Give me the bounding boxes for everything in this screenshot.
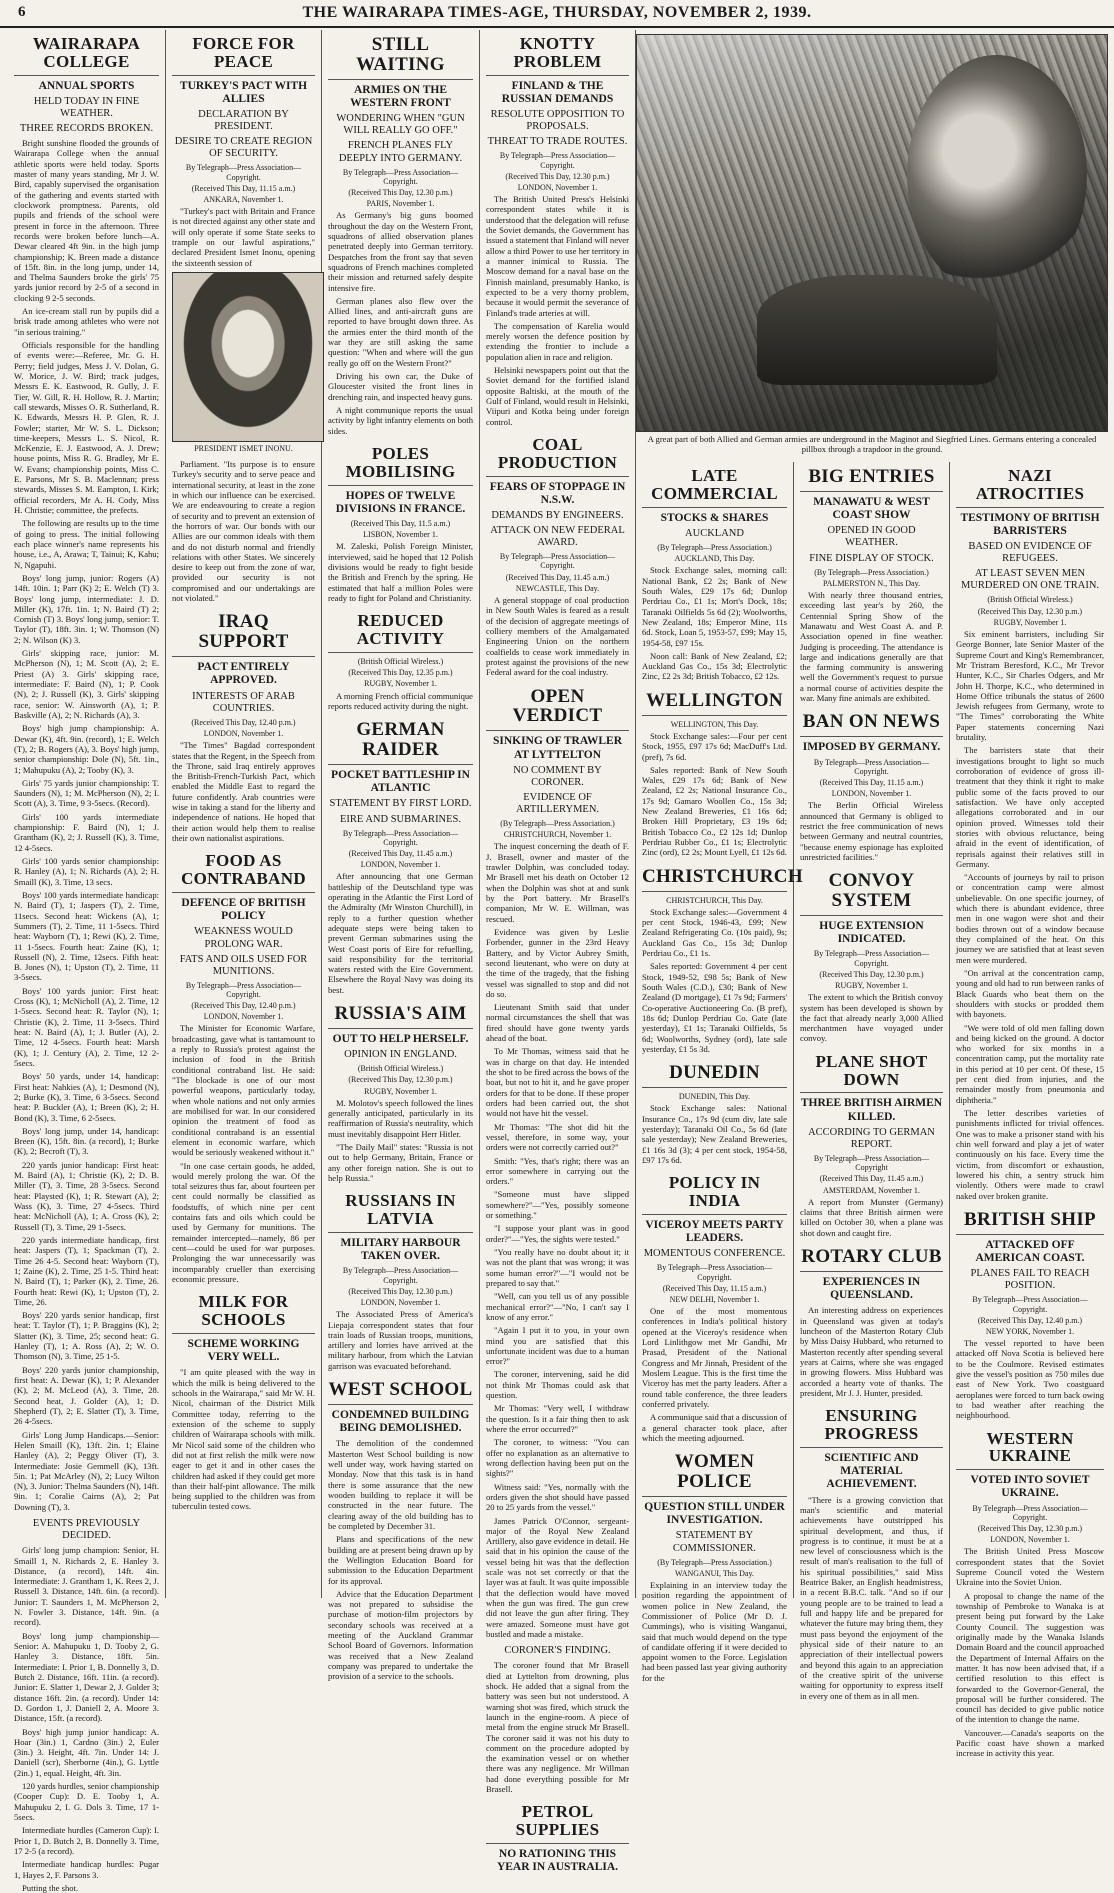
- article-headline: BIG ENTRIES: [800, 464, 943, 492]
- article-headline: STILL WAITING: [328, 32, 473, 80]
- article-dateline: PARIS, November 1.: [366, 199, 435, 209]
- article-subheading: POCKET BATTLESHIP IN ATLANTIC: [331, 769, 470, 795]
- article-paragraph: Advice that the Education Department was not prepared to subsidise the purchase of motion-film projectors by secondary schools was received at a meeting of the Auckland Grammar School Board of Governors. Information was received that a New Zealand company was prepared to undertake the provision of a service to the schools.: [328, 1588, 473, 1682]
- article-paragraph: 220 yards junior handicap: First heat: M. Baird (A), 1; Christie (K), 2; D. B. Miller (T), 3. Time, 28 3-5secs. Second heat: Playsted (K), 1; R. Stewart (A), 2; Wass (K), 3. Time, 27 4-5secs. Third heat: McNicholl (A), 1; A. Cross (K), 2; Russell (T), 3. Time, 29 1-5secs.: [14, 1159, 159, 1232]
- article-paragraph: "Well, can you tell us of any possible mechanical error?"—"No, I can't say I know of any error.": [486, 1291, 629, 1322]
- article-dateline: AUCKLAND, This Day.: [674, 554, 755, 564]
- article-paragraph: A morning French official communique reports reduced activity during the night.: [328, 690, 473, 711]
- article-subheading: HUGE EXTENSION INDICATED.: [819, 920, 924, 946]
- article-headline: COAL PRODUCTION: [486, 433, 629, 477]
- article-paragraph: A night communique reports the usual activity by light infantry elements on both sides.: [328, 404, 473, 436]
- page-number: 6: [18, 4, 26, 20]
- article-dateline: By Telegraph—Press Association—Copyright.: [813, 949, 930, 968]
- article-subheading: THREE BRITISH AIRMEN KILLED.: [800, 1097, 943, 1123]
- article: [800, 868, 943, 1044]
- article-dateline: RUGBY, November 1.: [835, 981, 908, 991]
- article-paragraph: Intermediate hurdles (Cameron Cup): I. Prior 1, D. Butch 2, B. Donnelly 3. Time, 17 2-5 (a record).: [14, 1825, 159, 1856]
- article-subheading: THREAT TO TRADE ROUTES.: [487, 136, 628, 148]
- article-dateline: (Received This Day, 11.15 a.m.): [191, 183, 296, 193]
- article-dateline: LONDON, November 1.: [203, 729, 284, 738]
- article: [800, 1244, 943, 1398]
- article-paragraph: Girls' 100 yards senior championship: R. Hanley (A), 1; N. Richards (A), 2; H. Smaill (K), 3. Time, 13 secs.: [14, 856, 159, 887]
- article-headline: RUSSIANS IN LATVIA: [328, 1189, 473, 1233]
- article-subheading: ANNUAL SPORTS: [38, 79, 135, 92]
- article-paragraph: A report from Munster (Germany) claims that three British airmen were killed on October 30, when a plane was shot down and caught fire.: [800, 1196, 943, 1238]
- article-paragraph: Sales reported: Bank of New South Wales, £29 17s 6d; Bank of New Zealand, £2 2s; National Insurance Co., 17s 9d; Gamaro Woollen Co., 15s 3d; New Zealand Breweries, £1 16s 6d; Broken Hill Proprietary, £3 19s 6d; British Tobacco Co., £2 12s 1d; Dunlop Perdriau Rubber Co., £1 1s; Electrolytic Zinc (ord), £2 2s; Mount Lyell, £1 12s 6d.: [642, 764, 787, 858]
- article-paragraph: An interesting address on experiences in Queensland was given at today's luncheon of the Masterton Rotary Club by Miss Daisy Hubbard, who returned to Masterton recently after spending several years at Cairns, where she was engaged in growing flowers. Miss Hubbard was accorded a hearty vote of thanks. The president, Mr J. J. Hunter, presided.: [800, 1305, 943, 1398]
- article-dateline: LONDON, November 1.: [517, 182, 598, 192]
- article-dateline: RUGBY, November 1.: [993, 617, 1067, 627]
- article-subheading: HELD TODAY IN FINE WEATHER.: [33, 95, 140, 119]
- article-dateline: WELLINGTON, This Day.: [670, 719, 759, 729]
- article-paragraph: Evidence was given by Leslie Forbender, gunner in the 23rd Heavy Battery, and by Victor Aubrey Smith, second lieutenant, who were on duty at the time of the tragedy, that the fishing vessel was signalled to stop and did not do so.: [486, 926, 629, 999]
- article-paragraph: Mr Thomas: "The shot did hit the vessel, therefore, in some way, your orders were not correctly carried out?": [486, 1121, 629, 1153]
- article-paragraph: Boys' 220 yards senior handicap, first heat: T. Taylor (T), 1; P. Braggins (K), 2; Slatter (K), 3. Time, 25; second heat: G. Hanley (T), 1; A. Ross (A), 2; W. O. Thomson (N), 3. Time, 25 1-5.: [14, 1310, 159, 1362]
- article: [486, 32, 629, 427]
- newspaper-title: THE WAIRARAPA TIMES-AGE, THURSDAY, NOVEMBER 2, 1939.: [302, 4, 812, 21]
- article: [956, 1207, 1104, 1421]
- article-paragraph: The extent to which the British convoy system has been developed is shown by the fact that already nearly 3,000 Allied merchantmen have voyaged under convoy.: [800, 992, 943, 1044]
- article-subheading: AUCKLAND: [685, 527, 744, 539]
- article-paragraph: After announcing that one German battleship of the Deutschland type was operating in the Atlantic the First Lord of the Admiralty (Mr Winston Churchill), in reply to a further question whether adequate steps were being taken to prevent German submarines using the West Coast ports of Eire for refuelling, said responsibility for the territorial waters rested with the Eire Government. Elsewhere the Royal Navy was doing its best.: [328, 871, 473, 995]
- article-dateline: By Telegraph—Press Association—Copyright.: [342, 1266, 459, 1285]
- article-dateline: (By Telegraph—Press Association.): [500, 819, 615, 829]
- article-paragraph: "I suppose your plant was in good order?"—"Yes, the sights were tested.": [486, 1223, 629, 1244]
- article-dateline: RUGBY, November 1.: [364, 679, 437, 689]
- article-paragraph: "The Daily Mail" states: "Russia is not out to help Germany, Britain, France or any other foreign nation. She is out to help Russia.": [328, 1142, 473, 1184]
- article-paragraph: Intermediate handicap hurdles: Pugar 1, Hayes 2, F. Parsons 3.: [14, 1859, 159, 1880]
- article-paragraph: Stock Exchange sales, morning call: National Bank, £2 2s; Bank of New South Wales, £29 17s 6d; Dunlop Perdriau Co., £1 1s; Mort's Dock, 18s; Taranaki Oilfields 5s 6d (2); Woolworths, New Zealand, 18s; Emperor Mine, 11s 6d. Stock, Loan 5, 1953-57, £99; May 15, 1954-58, £97 15s.: [642, 565, 787, 648]
- article-subheading: CONDEMNED BUILDING BEING DEMOLISHED.: [331, 1409, 470, 1435]
- column-6: [794, 462, 950, 1701]
- article-paragraph: Stock Exchange sales:—Government 4 per cent Stock, 1946-43, £99; New Zealand Refrigerating Co. (10s paid), 9s; Auckland Gas Co., 15s 3d; Dunlop Perdriau Co., £1 1s.: [642, 906, 787, 959]
- article-dateline: By Telegraph—Press Association—Copyright: [813, 1154, 930, 1173]
- article: [800, 709, 943, 862]
- article-paragraph: The letter describes varieties of punishments inflicted for trivial offences. One was to make a prisoner stand with his chin well forward and play a jet of water continuously on his face. Every time the victim, from discomfort or exhaustion, lowered his chin, a sentry struck him violently. Others were made to crawl naked over broken granite.: [956, 1108, 1104, 1201]
- article-dateline: By Telegraph—Press Association—Copyright.: [972, 1295, 1088, 1314]
- article-subheading: NO RATIONING THIS YEAR IN AUSTRALIA.: [496, 1848, 619, 1874]
- article-dateline: PALMERSTON N., This Day.: [822, 578, 921, 588]
- article-paragraph: The demolition of the condemned Masterton West School building is now well under way, work having started on Monday. Now that this task is in hand there is some assurance that the new wooden building to replace it will be constructed in the near future. The clearing away of the old building has to be completed by December 31.: [328, 1438, 473, 1531]
- article-headline: WESTERN UKRAINE: [956, 1427, 1104, 1471]
- article: [328, 1377, 473, 1682]
- article-dateline: CHRISTCHURCH, This Day.: [666, 895, 763, 905]
- article-paragraph: The Berlin Official Wireless announced that Germany is obliged to restrict the free communication of news between Germany and neutral countries, "because enemy espionage has exploited unrestricted facilities.": [800, 800, 943, 862]
- article-headline: KNOTTY PROBLEM: [486, 32, 629, 76]
- article-dateline: By Telegraph—Press Association—Copyright.: [499, 151, 616, 170]
- article-subheading: ACCORDING TO GERMAN REPORT.: [808, 1126, 935, 1150]
- article-paragraph: As Germany's big guns boomed throughout the day on the Western Front, squadrons of allied observation planes penetrated deeply into German territory. Despatches from the front say that seven squadrons of French machines completed their mission and returned safely despite intensive fire.: [328, 210, 473, 293]
- article-paragraph: Parliament. "Its purpose is to ensure Turkey's security and to serve peace and international security, at least in the zone in which our influence can be exercised. We are endeavouring to create a region of security and to prevent an extension of the horrors of war. Our bonds with our Allies are our common ideals with them and do not disturb normal and friendly relations with other States. We sincerely desire to keep out from the zone of war, provided our security is not compromised and our undertakings are not violated.": [172, 459, 315, 604]
- column-3: [322, 30, 480, 1682]
- article-paragraph: "Accounts of journeys by rail to prison or concentration camp were almost unbelievable. On one specific journey, of which there is abundant evidence, three men in one wagon were shot and their bodies thrown out of a window because they complained of the heat. On this journey we are satisfied that at least seven men were murdered.: [956, 872, 1104, 965]
- article-dateline: By Telegraph—Press Association—Copyright.: [185, 980, 302, 999]
- article-paragraph: Boys' 100 yards junior: First heat: Cross (K), 1; McNicholl (A), 2. Time, 12 1-5secs. Second heat: R. Taylor (N), 1; Christie (K), 2. Time, 11 3-5secs. Third heat: N. Baird (A), 1; J. Butler (A), 2. Time, 12 4-5secs. Fourth heat: Marsh (K), 1; J. Century (A), 2. Time, 12 2-5secs.: [14, 985, 159, 1068]
- article-dateline: (By Telegraph—Press Association.): [657, 1557, 772, 1567]
- article-dateline: WANGANUI, This Day.: [675, 1568, 754, 1578]
- article-paragraph: Helsinki newspapers point out that the Soviet demand for the fortified island opposite Baltiski, at the mouth of the Gulf of Finland, would result in Helsinki, Viipuri and Kotka being under foreign control.: [486, 365, 629, 427]
- article: [328, 1189, 473, 1371]
- article-headline: RUSSIA'S AIM: [328, 1001, 473, 1029]
- column-4: [480, 30, 636, 1874]
- article-paragraph: Vancouver.—Canada's seaports on the Pacific coast have shown a marked increase in activity this year.: [956, 1727, 1104, 1759]
- article-subheading: DEMANDS BY ENGINEERS.: [491, 510, 624, 522]
- article-paragraph: Girls' Long Jump Handicaps.—Senior: Helen Smaill (K), 13ft. 2in. 1; Elaine Hanley (A), 2; Peggy Oliver (T), 3. Intermediate: Josie Gemmell (K), 13ft. 5in. 1; Pat McArley (N), 2; Lucy Wilton (N), 3. Junior: Thelma Saunders (N), 14ft. 9in. 1; Coralie Cairns (A), 2; Pat Downing (T), 3.: [14, 1429, 159, 1512]
- article: [172, 32, 315, 603]
- article-paragraph: The coroner, intervening, said he did not think Mr Thomas could ask that question.: [486, 1369, 629, 1401]
- article: [14, 1518, 159, 1893]
- article-dateline: (Received This Day, 12.35 p.m.): [348, 668, 453, 678]
- article-subheading: STATEMENT BY FIRST LORD.: [329, 798, 472, 810]
- article-headline: WEST SCHOOL: [328, 1377, 473, 1405]
- article-paragraph: The Associated Press of America's Liepaja correspondent states that four train loads of Russian troops, munitions, artillery and lorries have arrived at the military harbour, from which the Latvian garrison was evacuated beforehand.: [328, 1309, 473, 1371]
- article-paragraph: "Again I put it to you, in your own mind you are satisfied that this unfortunate incident was due to a human error?": [486, 1325, 629, 1367]
- article: [642, 1060, 787, 1165]
- article-dateline: (Received This Day, 12.30 p.m.): [977, 1524, 1083, 1534]
- article-subheading: FEARS OF STOPPAGE IN N.S.W.: [489, 480, 626, 506]
- column-5: [636, 462, 803, 1683]
- article-subheading: SINKING OF TRAWLER AT LYTTELTON: [492, 735, 623, 761]
- article: [486, 684, 629, 1640]
- article-paragraph: Girls' 100 yards intermediate championship: F. Baird (N), 1; J. Grantham (K), 2; J. Russell (K), 3. Time, 12 4-5secs.: [14, 811, 159, 853]
- article-subheading: AT LEAST SEVEN MEN MURDERED ON ONE TRAIN.: [960, 568, 1100, 592]
- article-headline: POLES MOBILISING: [328, 442, 473, 486]
- article-paragraph: Boys' long jump championship—Senior: A. Mahupuku 1, D. Tooby 2, G. Hanley 3. Distance, 18ft. 5in. Intermediate: I. Prior 1, B. Donnelly 3, D. Butch 2. Distance, 16ft. 11in. (a record). Junior: E. Slatter 1, Dewar 2, J. Golder 3; distance 16ft. 2in. (a record). Under 14: D. Gordon 1, J. Daniell 2, A. Moore 3. Distance, 15ft. (a record).: [14, 1630, 159, 1724]
- article-headline: ENSURING PROGRESS: [800, 1404, 943, 1448]
- article-subheading: ARMIES ON THE WESTERN FRONT: [350, 83, 451, 110]
- article-subheading: OUT TO HELP HERSELF.: [332, 1033, 469, 1045]
- article-paragraph: The following are results up to the time of going to press. The initial following each place winner's name represents his house, i.e., A, Arawa; T, Tainui; K, Kahu; N, Ngapuhi.: [14, 518, 159, 570]
- article-paragraph: Girls' skipping race, junior: M. McPherson (N), 1; M. Scott (A), 2; E. Priest (A) 3. Girls' skipping race, intermediate: F. Baird (N), 1; P. Cook (N), 2; J. Russell (K), 3. Girls' skipping race, senior: W. Ainsworth (A), 1; P. Baskville (A), 2; N. Richards (A), 3.: [14, 648, 159, 720]
- article-headline: DUNEDIN: [642, 1060, 787, 1088]
- article-dateline: LISBON, November 1.: [363, 530, 438, 540]
- article-dateline: AMSTERDAM, November 1.: [823, 1185, 920, 1195]
- article-headline: ROTARY CLUB: [800, 1244, 943, 1272]
- article-paragraph: Girls' long jump champion: Senior, H. Smaill 1, N. Richards 2, E. Hanley 3. Distance, (a record), 14ft. 4in. Intermediate: J. Grantham 1, K. Rees 2, J. Russell 3. Distance, 14ft. 6in. (a record). Junior: T. Saunders 1, M. McPherson 2, N. Fowler 3. Distance, 14ft. 9in. (a record).: [14, 1545, 159, 1628]
- photo-foliage: [907, 55, 1087, 295]
- article-paragraph: Stock Exchange sales: National Insurance Co., 17s 9d (cum div, late sale yesterday); Taranaki Oil Co., 5s 6d (late sale yesterday); New Zealand Breweries, £1 16s 3d (3); 4 per cent stock, 1954-58, £97 17s 6d.: [642, 1103, 787, 1165]
- article-paragraph: Boys' 50 yards, under 14, handicap: First heat: Nahkies (A), 1; Desmond (N), 2; Burke (K), 3. Time, 6 3-5secs. Second heat: P. Buckler (A), 1; Breen (K), 2; H. Bond (K), 3. Time, 6 2-5secs.: [14, 1071, 159, 1123]
- article-paragraph: With nearly three thousand entries, exceeding last year's by 260, the Centennial Spring Show of the Manawatu and West Coast A. and P. Association opened in fine weather. Judging is proceeding. The attendance is large and indications generally are that the farming community is answering well the Government's request to pursue a normal course of activities despite the war. Many fine animals are exhibited.: [800, 589, 943, 704]
- article: [956, 464, 1104, 1201]
- article-dateline: (British Official Wireless.): [357, 1064, 444, 1074]
- article-dateline: (Received This Day, 12.40 p.m.): [977, 1315, 1083, 1325]
- column-7: [950, 462, 1110, 1759]
- article-subheading: WEAKNESS WOULD PROLONG WAR.: [194, 926, 293, 950]
- article-dateline: RUGBY, November 1.: [364, 1086, 437, 1096]
- article-paragraph: Sales reported: Government 4 per cent Stock, 1949-52, £98 5s; Bank of New South Wales (C.D.), £30; Bank of New Zealand (D mortgage), £1 7s 9d; Farmers' Co-operative Auctioneering Co. (B pref), 18s 6d; Dunlop Perdriau Co. Gate (late yesterday), £1 1s; Taranaki Oilfields, 5s 6d; Woolworths, Sydney (ord), late sale yesterday, £1 5s 3d.: [642, 961, 787, 1054]
- article: [486, 433, 629, 678]
- article-dateline: (British Official Wireless.): [357, 656, 444, 666]
- article-headline: PLANE SHOT DOWN: [800, 1050, 943, 1094]
- article-dateline: NEW YORK, November 1.: [985, 1326, 1075, 1336]
- article-paragraph: The barristers state that their investigations brought to light so much corroboration of evidence of gross ill-treatment that they think it right to make public some of the facts proved to our satisfaction. We have only accepted allegations corroborated and in our opinion proved. Witnesses told their stories with obvious reluctance, being afraid in the event of identification, of reprisals against their relatives still in Germany.: [956, 745, 1104, 869]
- article-paragraph: Lieutenant Smith said that under normal circumstances the shell that was fired should have gone twenty yards ahead of the boat.: [486, 1002, 629, 1044]
- article-paragraph: James Patrick O'Connor, sergeant-major of the Royal New Zealand Artillery, also gave evidence in detail. He said that in his opinion the cause of the vessel being hit was that the deflection scale was not set correctly or that the layer was at fault. It was quite impossible that the deflection would have moved when the gun was fired. The gun crew did not leave the gun after firing. They were amazed. Someone must have got bustled and made a mistake.: [486, 1515, 629, 1639]
- article-paragraph: An ice-cream stall run by pupils did a brisk trade among athletes who were not "in serious training.": [14, 306, 159, 337]
- article: [328, 1001, 473, 1183]
- article: [956, 1427, 1104, 1759]
- article-paragraph: M. Zaleski, Polish Foreign Minister, interviewed, said he hoped that 12 Polish divisions would be ready to fight beside the British and French by the spring. He estimated that half a million Poles were ready to fight for Poland and Christianity.: [328, 541, 473, 603]
- article-subheading: INTERESTS OF ARAB COUNTRIES.: [192, 690, 295, 714]
- article-subheading: MANAWATU & WEST COAST SHOW: [813, 495, 930, 522]
- article-paragraph: To Mr Thomas, witness said that he was in charge on that day. He intended the shot to be fired across the bows of the boat, but not to hit it, and he gave proper orders for that to be done. If these proper orders had been carried out, the shot would not have hit the vessel.: [486, 1046, 629, 1119]
- article-paragraph: The Minister for Economic Warfare, broadcasting, gave what is tantamount to a reply to Russia's protest against the inclusion of food in the British conditional contraband list. He said: "The blockade is one of our most powerful weapons, particularly today, when whole nations and not only armies are mobilised for war. In our considered opinion the treatment of food as conditional contraband is an essential element in economic warfare, which would be seriously weakened without it.": [172, 1023, 315, 1158]
- article-headline: OPEN VERDICT: [486, 684, 629, 732]
- article-subheading: FRENCH PLANES FLY DEEPLY INTO GERMANY.: [338, 140, 463, 164]
- article-dateline: (Received This Day, 12.40 p.m.): [191, 1001, 296, 1011]
- article-subheading: EIRE AND SUBMARINES.: [339, 813, 462, 825]
- article-dateline: (By Telegraph—Press Association.): [814, 567, 929, 577]
- article-paragraph: "There is a growing conviction that man's scientific and material achievements have outstripped his spiritual development, and thus, if progress is to continue, it must be at a new level of consciousness which is the result of man's realisation to the full of his spiritual possibilities," said Miss Beatrice Baker, an English headmistress, in a recent B.B.C. talk. "And so if our young people are to be trained to lead a full and happy life and be prepared for whatever the future may bring them, they must pass beyond the enjoyment of the physical side of their nature to an appreciation of their intellectual powers and beyond this again to an appreciation of the creative spirit of the universe waiting for opportunity to express itself in every one of them as in all men.: [800, 1494, 943, 1701]
- article-headline: CONVOY SYSTEM: [800, 868, 943, 916]
- article-paragraph: "Someone must have slipped somewhere?"—"Yes, possibly someone or something.": [486, 1189, 629, 1221]
- article-paragraph: Bright sunshine flooded the grounds of Wairarapa College when the annual athletic sports were held today. Sports master of many years standing, Mr J. W. Bird, capably supervised the organisation of the gathering and events started with clockwork promptness. Parents, old pupils and friends of the school were present in force in the afternoon. Three records were broken before lunch—A. Dewar cleared 4ft 9in. in the high jump championship; K. Breen made a distance of 15ft. 8in. in the long jump, under 14, and Thelma Saunders broke the girls' 75 yards junior record by 2-5 of a second in clocking 9 2-5 seconds.: [14, 138, 159, 303]
- article-dateline: ANKARA, November 1.: [203, 194, 284, 204]
- article-paragraph: Boys' high jump junior handicap: A. Hoar (3in.) 1, Cardno (3in.) 2, Euler (3in.) 3. Height, 4ft. 7in. Under 14: J. Daniell (scr), Sherborne (4in.), G. Lyttle (2in.) 1, equal. Height, 4ft. 3in.: [14, 1726, 159, 1778]
- article: [328, 609, 473, 711]
- article-subheading: FINLAND & THE RUSSIAN DEMANDS: [501, 79, 614, 105]
- article-paragraph: The inquest concerning the death of F. J. Brasell, owner and master of the trawler Dolphin, was concluded today. Mr Brasell met his death on October 12 when the Dolphin was shot at and sunk by the Port battery. Mr Brasell's companion, Mr W. E. Willman, was rescued.: [486, 841, 629, 924]
- article-dateline: LONDON, November 1.: [831, 789, 912, 799]
- article-paragraph: One of the most momentous conferences in India's political history opened at the Viceroy's residence when Lord Linlithgow met Mr Gandhi, Mr Prasad, President of the National Congress and Mr Jinnah, President of the Moslem League. This is the first time the Viceroy has met the party leaders. After a round table conference, the three leaders conferred privately.: [642, 1306, 787, 1409]
- pillbox-photo: [636, 34, 1108, 432]
- article-subheading: DECLARATION BY PRESIDENT.: [198, 109, 289, 133]
- article-subheading: PLANES FAIL TO REACH POSITION.: [970, 1268, 1090, 1292]
- article-subheading: OPENED IN GOOD WEATHER.: [827, 525, 916, 549]
- photo-pillbox: [757, 275, 997, 385]
- article-paragraph: Putting the shot.: [22, 1882, 79, 1893]
- article-subheading: STOCKS & SHARES: [660, 511, 769, 524]
- article-subheading: CORONER'S FINDING.: [504, 1645, 611, 1657]
- masthead: [0, 0, 1114, 28]
- article-paragraph: Noon call: Bank of New Zealand, £2; Auckland Gas Co., 15s 3d; Electrolytic Zinc, £2 2s 3d; British Tobacco, £2 12s.: [642, 650, 787, 682]
- article-subheading: VICEROY MEETS PARTY LEADERS.: [645, 1218, 784, 1245]
- article-paragraph: "You really have no doubt about it; it was not the plant that was wrong; it was some human error?"—"I would not be prepared to say that.": [486, 1247, 629, 1288]
- article-subheading: TESTIMONY OF BRITISH BARRISTERS: [960, 511, 1100, 537]
- article-subheading: STATEMENT BY COMMISSIONER.: [672, 1530, 757, 1554]
- article-headline: WELLINGTON: [642, 688, 787, 716]
- article-subheading: SCHEME WORKING VERY WELL.: [187, 1337, 300, 1364]
- article-subheading: DEFENCE OF BRITISH POLICY: [181, 897, 306, 923]
- article-subheading: RESOLUTE OPPOSITION TO PROPOSALS.: [490, 109, 625, 133]
- article-subheading: OPINION IN ENGLAND.: [344, 1049, 457, 1061]
- article-subheading: NO COMMENT BY CORONER.: [513, 764, 602, 788]
- article-subheading: IMPOSED BY GERMANY.: [802, 741, 941, 754]
- article: [486, 1800, 629, 1874]
- article: [328, 717, 473, 995]
- article-paragraph: German planes also flew over the Allied lines, and anti-aircraft guns are reported to have brought down three. As the armies enter the third month of the war they are still asking the same question: "When and where will the gun really go off on the Western Front?": [328, 295, 473, 368]
- article-dateline: By Telegraph—Press Association—Copyright.: [972, 1503, 1088, 1522]
- article-dateline: (Received This Day, 12.30 p.m.): [977, 606, 1083, 616]
- article-dateline: LONDON, November 1.: [360, 1298, 441, 1308]
- article-subheading: TURKEY'S PACT WITH ALLIES: [179, 79, 308, 105]
- article: [14, 32, 159, 1512]
- article-dateline: By Telegraph—Press Association—Copyright.: [813, 757, 930, 776]
- article-dateline: LONDON, November 1.: [990, 1535, 1070, 1545]
- article: [328, 32, 473, 436]
- article-dateline: By Telegraph—Press Association—Copyright.: [499, 552, 616, 571]
- article-paragraph: The British United Press's Helsinki correspondent states while it is understood that the delegation will refuse the Soviet demands, the Government has issued a statement that Finland will never allow a third Power to use her territory in a manner inimical to Russia. The Moscow demand for a naval base on the Finnish mainland, presumably Hanko, is expected to be a very thorny problem, because it would permit the severance of Finland's trade arteries at will.: [486, 194, 629, 318]
- article-paragraph: Boys' 220 yards junior championship, first heat: A. Dewar (K), 1; P. Alexander (K), 2; M. McLeod (A), 3. Time, 28. Second heat, J. Golder (A), 1; D. Shepherd (T), 2; E. Slatter (T), 3. Time, 26 4-5secs.: [14, 1364, 159, 1427]
- article-headline: REDUCED ACTIVITY: [328, 609, 473, 653]
- article: [642, 1449, 787, 1683]
- article-paragraph: 120 yards hurdles, senior championship (Cooper Cup): D. E. Tooby 1, A. Mahupuku 2, I. G. Dols 3. Time, 17 1-5secs.: [14, 1781, 159, 1823]
- article-paragraph: A general stoppage of coal production in New South Wales is feared as a result of the decision of aggregate meetings of colliery members of the Amalgamated Engineering Union on the northern coalfields to cease work immediately in protest against the provisions of the new Federal award for the coal industry.: [486, 595, 629, 678]
- article-subheading: EVENTS PREVIOUSLY DECIDED.: [32, 1518, 141, 1542]
- article-dateline: NEWCASTLE, This Day.: [515, 583, 600, 593]
- article-headline: WOMEN POLICE: [642, 1449, 787, 1497]
- article-paragraph: "The Times" Bagdad correspondent states that the Regent, in the Speech from the Throne, said Iraq entirely approves the British-French-Turkish Pact, which enabled the Middle East to regard the future confidently. Arab countries were wise in taking a stand for the liberty and independence of nations. He hoped that their action would help them to realise their own nationalist aspirations.: [172, 740, 315, 843]
- article-dateline: NEW DELHI, November 1.: [669, 1294, 760, 1304]
- article-paragraph: Smith: "Yes, that's right; there was an error somewhere in carrying out the orders.": [486, 1155, 629, 1187]
- article-headline: PETROL SUPPLIES: [486, 1800, 629, 1844]
- article-dateline: (Received This Day, 11.15 a.m.): [819, 777, 924, 787]
- article-dateline: (Received This Day, 11.45 a.m.): [348, 848, 453, 858]
- article-dateline: (Received This Day, 12.30 p.m.): [348, 1075, 453, 1085]
- article-headline: POLICY IN INDIA: [642, 1171, 787, 1215]
- article-dateline: (Received This Day, 11.15 a.m.): [662, 1283, 767, 1293]
- article-paragraph: The compensation of Karelia would merely worsen the defence position by extending the frontier to include a population alien in race and religion.: [486, 320, 629, 362]
- article-paragraph: 220 yards intermediate handicap, first heat: Jaspers (T), 1; Spackman (T), 2. Time 26 4-5. Second heat: Wayborn (T), 1; Zaine (K), 2. Time, 25 1-5. Third heat: N. Baird (T), 1; Parker (K), 2. Time, 26. Fourth heat: Rewi (K), 1; Upston (T), 2. Time, 26.: [14, 1234, 159, 1307]
- article: [642, 464, 787, 682]
- article-paragraph: "On arrival at the concentration camp, young and old had to run between ranks of Black Guards who beat them on the shoulders with stocks or prodded them with bayonets.: [956, 967, 1104, 1020]
- photo-caption: A great part of both Allied and German armies are underground in the Maginot and Siegfried Lines. Germans entering a concealed pillbox through a trapdoor in the ground.: [647, 434, 1097, 455]
- article-dateline: (Received This Day, 12.30 p.m.): [505, 171, 610, 181]
- article-headline: FORCE FOR PEACE: [172, 32, 315, 76]
- article-dateline: By Telegraph—Press Association—Copyright.: [342, 167, 459, 186]
- article: [172, 609, 315, 843]
- article-paragraph: The coroner found that Mr Brasell died at Lyttelton from drowning, plus shock. He added that a signal from the battery was seen but not understood. A warning shot was fired, which struck the launch in the engine-room. A piece of metal from the engine struck Mr Brasell. The coroner said it was not his duty to comment on the procedure adopted by the examination vessel or on whether there was any negligence. Mr Willman had done everything possible for Mr Brasell.: [486, 1660, 629, 1795]
- article-headline: BRITISH SHIP: [956, 1207, 1104, 1235]
- article-paragraph: Boys' high jump championship: A. Dewar (K), 4ft. 9in. (record), 1; E. Welch (T), 2; B. Rogers (A), 3. Boys' high jump, senior championship: Dole (N), 5ft. 1in., 1; Mahupuku (A), 2; Tooby (K), 3.: [14, 723, 159, 775]
- article-dateline: By Telegraph—Press Association—Copyright.: [185, 163, 302, 182]
- article-paragraph: Boys' long jump, junior: Rogers (A) 14ft. 10in. 1; Parr (K) 2; E. Welch (T) 3. Boys' long jump, intermediate: J. D. Miller (K), 17ft. 1in. 1; N. Baird (T) 2; Cornish (T) 3. Boys' long jump, senior: T. Taylor (T), 18ft. 3in. 1; W. Thomson (N) 2; N. Wilson (K) 3.: [14, 572, 159, 645]
- article-paragraph: M. Molotov's speech followed the lines generally anticipated, particularly in its reaffirmation of Russia's neutrality, which must inevitably disappoint Herr Hitler.: [328, 1097, 473, 1139]
- portrait-caption: PRESIDENT ISMET INONU.: [194, 444, 293, 453]
- article: [800, 1050, 943, 1238]
- article: [486, 1645, 629, 1794]
- article-paragraph: Plans and specifications of the new building are at present being drawn up by the Wellington Education Board for submission to the Education Department for its approval.: [328, 1534, 473, 1586]
- article: [800, 464, 943, 703]
- article-subheading: MOMENTOUS CONFERENCE.: [643, 1248, 786, 1260]
- article-dateline: (Received This Day, 11.5 a.m.): [350, 519, 451, 528]
- article: [328, 442, 473, 603]
- article-paragraph: Boys' long jump, under 14, handicap: Breen (K), 15ft. 8in. (a record), 1; Burke (K), 2; Becroft (T), 3.: [14, 1125, 159, 1157]
- article-dateline: LONDON, November 1.: [360, 860, 441, 870]
- article-dateline: (Received This Day, 12.30 p.m.): [348, 1286, 453, 1296]
- article-subheading: BASED ON EVIDENCE OF REFUGEES.: [968, 541, 1092, 565]
- article-paragraph: The British United Press Moscow correspondent states that the Soviet Supreme Council voted the Western Ukraine into the Soviet Union.: [956, 1546, 1104, 1588]
- article-paragraph: "In one case certain goods, he added, would merely prolong the war. Of the total seizures thus far, about fourteen per cent could normally be classified as foodstuffs, of which nine per cent contains fats and oils which could be used by Germany for munitions. The remainder intercepted—namely, 86 per cent—could be used for war purposes. Prolonging the war unnecessarily was incomparably crueller than exercising economic pressure.: [172, 1160, 315, 1284]
- article-paragraph: The coroner, to witness: "You can offer no explanation as an alternative to wrong deflection having been put on the sights?": [486, 1437, 629, 1479]
- article-headline: GERMAN RAIDER: [328, 717, 473, 765]
- article-dateline: (Received This Day, 12.30 p.m.): [348, 187, 453, 197]
- article: [800, 1404, 943, 1701]
- article-paragraph: Explaining in an interview today the position regarding the appointment of women police in New Zealand, the Commissioner of Police (Mr D. J. Cummings), who is visiting Wanganui, said that much would depend on the type of candidate offering if it were decided to appoint women to the Force. Legislation had been passed last year giving authority for the: [642, 1579, 787, 1683]
- article-dateline: By Telegraph—Press Association—Copyright.: [342, 828, 459, 847]
- article-dateline: (Received This Day, 11.45 a.m.): [505, 572, 610, 582]
- article-dateline: (Received This Day, 11.45 a.m.): [819, 1174, 924, 1184]
- article-subheading: SCIENTIFIC AND MATERIAL ACHIEVEMENT.: [824, 1451, 919, 1491]
- article: [642, 688, 787, 858]
- article-paragraph: A communique said that a discussion of a general character took place, after which the meeting adjourned.: [642, 1412, 788, 1443]
- article-headline: BAN ON NEWS: [800, 709, 943, 737]
- article: [642, 1171, 787, 1443]
- article-paragraph: "Turkey's pact with Britain and France is not directed against any other state and will only operate if some State seeks to trample on our lawful aspirations," declared President Ismet Inonu, opening the sixteenth session of: [172, 206, 315, 268]
- article-paragraph: Driving his own car, the Duke of Gloucester visited the front lines in drenching rain, and inspected heavy guns.: [328, 371, 473, 402]
- column-1: [8, 30, 166, 1893]
- article-dateline: (By Telegraph—Press Association.): [657, 542, 772, 552]
- article-subheading: ATTACKED OFF AMERICAN COAST.: [975, 1238, 1085, 1264]
- article-headline: LATE COMMERCIAL: [642, 464, 787, 508]
- article-dateline: By Telegraph—Press Association—Copyright.: [656, 1263, 773, 1282]
- article-headline: IRAQ SUPPORT: [172, 609, 315, 657]
- article-headline: MILK FOR SCHOOLS: [172, 1290, 315, 1334]
- article-subheading: FATS AND OILS USED FOR MUNITIONS.: [179, 953, 308, 977]
- article-subheading: HOPES OF TWELVE DIVISIONS IN FRANCE.: [335, 489, 466, 515]
- article-paragraph: Girls' 75 yards junior championship: T. Saunders (N), 1; M. McPherson (N), 2; I. Scott (A), 3. Time, 9 3-5secs. (Record).: [14, 777, 159, 809]
- article-subheading: FINE DISPLAY OF STOCK.: [809, 552, 934, 564]
- article-subheading: THREE RECORDS BROKEN.: [19, 123, 154, 135]
- article-paragraph: Witness said: "Yes, normally with the orders given the shot should have passed 20 to 25 yards from the vessel.": [486, 1481, 629, 1513]
- article-dateline: DUNEDIN, This Day.: [678, 1092, 751, 1102]
- article-paragraph: Officials responsible for the handling of events were:—Referee, Mr. G. H. Perry; field judges, Mess J. V. Dolan, G. W. Morice, J. W. Bird; track judges, Messrs E. K. Eastwood, R. Gully, J. F. Tier, W. Gill, R. H. Hollow, R. J. Martin; call stewards, Misses O. R. Sutherland, R. K. Edwards, Messrs H. P. Glen, R. J. Fowler; starter, Mr W. S. L. Dickson; time-keepers, Messrs L. S. Nicol, R. McKenzie, E. J. Eastwood, A. J. Drew; house points, Miss R. G. Bradley, Mr E. W. Evans; championship points, Miss C. E. Parsons, Mr S. B. Maclennan; press stewards, Misses S. M. Eampton, I. Kirk; official recorders, Mr A. H. Cody, Miss H. Christie; committee, the prefects.: [14, 340, 159, 516]
- article-dateline: (Received This Day, 12.30 p.m.): [819, 969, 924, 979]
- article-subheading: QUESTION STILL UNDER INVESTIGATION.: [644, 1501, 785, 1527]
- article-subheading: EXPERIENCES IN QUEENSLAND.: [822, 1275, 921, 1302]
- column-2: [166, 30, 322, 1598]
- article-paragraph: "I am quite pleased with the way in which the milk is being delivered to the schools in the Wairarapa," said Mr W. H. Nicol, chairman of the District Milk Committee today, referring to the extension of the scheme to supply children of Wairarapa schools with milk. Mr Nicol said some of the children who did not at first relish the milk were now eager to get it and in other cases the children had asked if they could get more than their half-pint allowance. The milk being supplied to the children was from tuberculin tested cows.: [172, 1367, 315, 1512]
- article-paragraph: Stock Exchange sales:—Four per cent Stock, 1955, £97 17s 6d; MacDuff's Ltd. (pref), 7s 6d.: [642, 730, 787, 762]
- article-subheading: VOTED INTO SOVIET UKRAINE.: [970, 1474, 1090, 1500]
- article-subheading: ATTACK ON NEW FEDERAL AWARD.: [490, 525, 625, 549]
- president-portrait: [172, 272, 324, 442]
- article-headline: CHRISTCHURCH: [642, 864, 787, 892]
- article-dateline: LONDON, November 1.: [203, 1012, 284, 1022]
- article: [642, 864, 803, 1055]
- article-headline: WAIRARAPA COLLEGE: [14, 32, 159, 76]
- article-paragraph: A proposal to change the name of the township of Pembroke to Wanaka is at present being put forward by the Lake County Council. The suggestion was originally made by the Wanaka Islands Domain Board and the council approached the Department of Internal Affairs on the matter. It has now been advised that, if a certified resolution to this effect is forwarded to the Governor-General, the proposal will be further considered. The council has decided to give public notice of the intention to change the name.: [956, 1590, 1104, 1725]
- article-headline: NAZI ATROCITIES: [956, 464, 1104, 508]
- article-subheading: DESIRE TO CREATE REGION OF SECURITY.: [174, 136, 313, 160]
- article-dateline: (Received This Day, 12.40 p.m.): [191, 717, 296, 727]
- article-dateline: (British Official Wireless.): [987, 595, 1073, 605]
- article-paragraph: Mr Thomas: "Very well, I withdraw the question. Is it a fair thing then to ask where the error occurred?": [486, 1403, 629, 1434]
- article-subheading: EVIDENCE OF ARTILLERYMEN.: [515, 791, 600, 815]
- article-paragraph: "We were told of old men falling down and being kicked on the ground. A doctor who worked for six months in a concentration camp, put the mortality rate in this period at 10 per cent. Of these, 15 per cent died from injuries, and the remainder mostly from pneumonia and diphtheria.": [956, 1022, 1104, 1105]
- article-dateline: CHRISTCHURCH, November 1.: [503, 830, 612, 840]
- article: [172, 1290, 315, 1512]
- article-subheading: PACT ENTIRELY APPROVED.: [197, 661, 290, 687]
- article: [172, 849, 315, 1284]
- article-paragraph: The vessel reported to have been attacked off Nova Scotia is believed here to be the Coulmore. Revised estimates give the vessel's position as 750 miles due east of New York. Two coastguard aeroplanes were forced to turn back owing to bad weather after reaching the neighbourhood.: [956, 1338, 1104, 1421]
- article-paragraph: Boys' 100 yards intermediate handicap: N. Baird (T), 1; Jaspers (T), 2. Time, 11secs. Second heat: Wickens (A), 1; Summers (T), 2. Time, 11 1-5secs. Third heat: Wayborn (T), 1; Rewi (K), 2. Time, 11 1-5secs. Fourth heat: Zaine (K), 1; Russell (N), 2. Time, 12secs. Fifth heat: B. Jones (N), 1; Upston (T), 2. Time, 11 3-5secs.: [14, 889, 159, 983]
- article-subheading: MILITARY HARBOUR TAKEN OVER.: [340, 1237, 461, 1263]
- article-paragraph: Six eminent barristers, including Sir George Bonner, late Senior Master of the Supreme Court and King's Remembrancer, Mr Tristram Beresford, K.C., Mr Trevor Hunter, K.C., Sir Charles Odgers, and Mr John H. Thorpe, K.C., who determined in Home Office tribunals the status of 2600 Jewish refugees from Germany, wrote to "The Times" corroborating the White Paper statements concerning Nazi brutality.: [956, 628, 1104, 743]
- article-subheading: WONDERING WHEN "GUN WILL REALLY GO OFF.": [336, 113, 465, 137]
- article-headline: FOOD AS CONTRABAND: [172, 849, 315, 893]
